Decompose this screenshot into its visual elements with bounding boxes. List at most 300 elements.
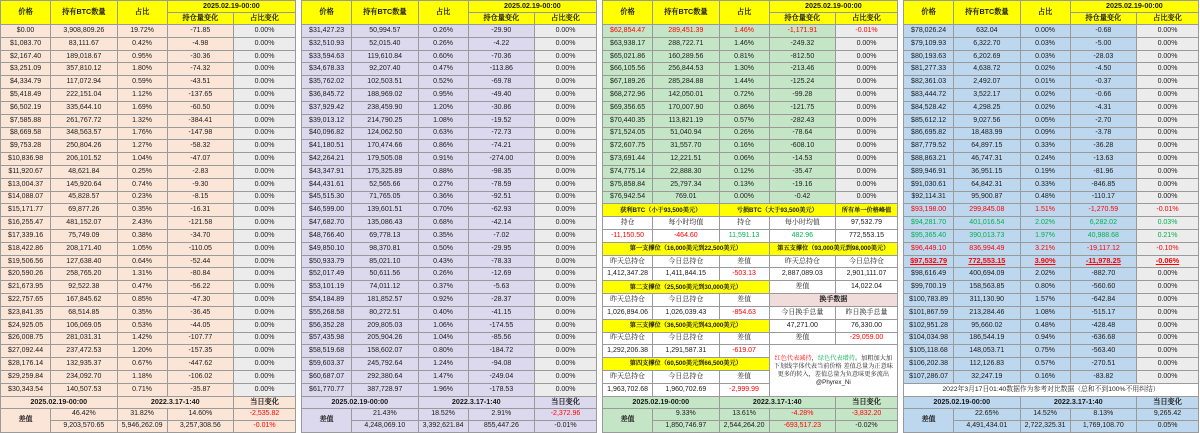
cell[interactable]: 每小时均值 [653, 217, 719, 230]
cell[interactable]: 0.00% [234, 383, 296, 396]
cell[interactable]: -69.78 [468, 76, 534, 89]
cell[interactable]: -78.59 [468, 178, 534, 191]
cell[interactable]: 12,221.51 [653, 153, 719, 166]
cell[interactable]: 9,027.56 [954, 114, 1020, 127]
cell[interactable]: $50,933.79 [302, 255, 352, 268]
cell[interactable]: 0.00% [1137, 127, 1199, 140]
cell[interactable]: 亏损BTC（大于93,500美元） [719, 204, 836, 217]
cell[interactable]: -270.51 [1070, 358, 1136, 371]
footer-value[interactable]: 2,544,264.20 [719, 421, 769, 433]
cell[interactable]: 214,790.25 [352, 114, 418, 127]
cell[interactable]: 0.00% [234, 204, 296, 217]
cell[interactable]: -125.24 [769, 76, 835, 89]
cell[interactable]: $9,753.28 [1, 140, 51, 153]
cell[interactable]: 0.63% [418, 127, 468, 140]
cell[interactable]: $99,700.19 [904, 281, 954, 294]
cell[interactable]: -503.13 [719, 268, 769, 281]
cell[interactable]: 222,151.04 [51, 89, 117, 102]
footer-value[interactable]: 9.33% [653, 409, 719, 421]
cell[interactable]: 0.53% [117, 319, 167, 332]
cell[interactable]: 102,503.51 [352, 76, 418, 89]
cell[interactable]: 0.00% [1137, 319, 1199, 332]
cell[interactable]: 0.00% [234, 217, 296, 230]
cell[interactable]: 0.00% [535, 319, 597, 332]
cell[interactable]: -249.32 [769, 37, 835, 50]
cell[interactable]: 1.24% [418, 358, 468, 371]
cell[interactable]: -3.78 [1070, 127, 1136, 140]
cell[interactable]: $16,255.47 [1, 217, 51, 230]
cell[interactable]: 1.20% [418, 101, 468, 114]
cell[interactable]: 0.00% [234, 50, 296, 63]
cell[interactable]: 0.00% [1137, 114, 1199, 127]
cell[interactable]: 第二支撑位（25,500美元到30,000美元） [603, 281, 770, 294]
cell[interactable]: -8.15 [167, 191, 233, 204]
cell[interactable]: 140,507.53 [51, 383, 117, 396]
cell[interactable]: 0.00% [234, 191, 296, 204]
cell[interactable]: 0.00% [234, 230, 296, 243]
cell[interactable]: $60,687.07 [302, 370, 352, 383]
cell[interactable]: -29,059.00 [836, 332, 898, 345]
cell[interactable]: $43,347.91 [302, 165, 352, 178]
diff-label[interactable]: 差值 [302, 409, 352, 433]
cell[interactable]: 3,522.17 [954, 89, 1020, 102]
cell[interactable]: $28,176.14 [1, 358, 51, 371]
footer-value[interactable]: -0.01% [535, 421, 597, 433]
cell[interactable]: -2.83 [167, 165, 233, 178]
cell[interactable]: 1,291,587.31 [653, 345, 719, 358]
cell[interactable]: $96,449.10 [904, 242, 954, 255]
cell[interactable]: 昨天总持仓 [603, 294, 653, 307]
cell[interactable]: 0.00% [234, 37, 296, 50]
cell[interactable]: -49.40 [468, 89, 534, 102]
cell[interactable]: 401,016.54 [954, 217, 1020, 230]
cell[interactable]: 0.71% [117, 383, 167, 396]
column-header[interactable]: 持有BTC数量 [954, 1, 1020, 25]
cell[interactable]: 32,247.19 [954, 370, 1020, 383]
cell[interactable]: 2.02% [1020, 217, 1070, 230]
footer-value[interactable]: 9,265.42 [1137, 409, 1199, 421]
footer-value[interactable]: 3,392,621.84 [418, 421, 468, 433]
cell[interactable]: 98,370.81 [352, 242, 418, 255]
cell[interactable]: 0.81% [719, 50, 769, 63]
cell[interactable]: 1.18% [117, 370, 167, 383]
cell[interactable]: 1.08% [418, 114, 468, 127]
cell[interactable]: -9.30 [167, 178, 233, 191]
cell[interactable]: 0.00% [1137, 76, 1199, 89]
reference-note[interactable]: 2022年3月17日01:40数据作为参考对比数据（总和不到100%不用纠结） [904, 383, 1199, 396]
cell[interactable]: 145,920.64 [51, 178, 117, 191]
date-header[interactable]: 2025.02.19-00:00 [769, 1, 897, 13]
column-header[interactable]: 价格 [904, 1, 954, 25]
cell[interactable]: 0.35% [117, 306, 167, 319]
cell[interactable]: $48,766.40 [302, 230, 352, 243]
cell[interactable]: 45,828.57 [51, 191, 117, 204]
cell[interactable]: $58,519.68 [302, 345, 352, 358]
column-header[interactable]: 占比变化 [234, 13, 296, 25]
cell[interactable]: 1,292,206.38 [603, 345, 653, 358]
cell[interactable]: -0.06% [1137, 255, 1199, 268]
cell[interactable]: 0.00% [1137, 281, 1199, 294]
cell[interactable]: 170,007.90 [653, 101, 719, 114]
cell[interactable]: 160,289.56 [653, 50, 719, 63]
cell[interactable]: -60.50 [167, 101, 233, 114]
footer-value[interactable]: -693,517.23 [769, 421, 835, 433]
cell[interactable]: $91,030.61 [904, 178, 954, 191]
cell[interactable]: $82,361.03 [904, 76, 954, 89]
cell[interactable]: $70,440.35 [603, 114, 653, 127]
cell[interactable]: -56.22 [167, 281, 233, 294]
cell[interactable]: $84,528.42 [904, 101, 954, 114]
cell[interactable]: 311,130.90 [954, 294, 1020, 307]
cell[interactable]: $3,251.09 [1, 63, 51, 76]
cell[interactable]: 95,660.02 [954, 319, 1020, 332]
cell[interactable]: 昨日换手总量 [836, 306, 898, 319]
cell[interactable]: 第三支撑位（36,500美元到43,000美元） [603, 319, 770, 332]
footer-value[interactable]: 31.82% [117, 409, 167, 421]
cell[interactable]: $5,418.49 [1, 89, 51, 102]
cell[interactable]: 18,483.99 [954, 127, 1020, 140]
cell[interactable]: $31,427.23 [302, 25, 352, 38]
footer-value[interactable]: -4.28% [769, 409, 835, 421]
cell[interactable]: -52.44 [167, 255, 233, 268]
cell[interactable]: $59,603.37 [302, 358, 352, 371]
cell[interactable]: $34,678.33 [302, 63, 352, 76]
cell[interactable]: 0.38% [117, 230, 167, 243]
cell[interactable]: 292,380.64 [352, 370, 418, 383]
cell[interactable]: 0.00% [234, 242, 296, 255]
footer-value[interactable]: 9,203,570.65 [51, 421, 117, 433]
cell[interactable]: -35.47 [769, 165, 835, 178]
footer-value[interactable]: -2,535.82 [234, 409, 296, 421]
cell[interactable]: 0.92% [418, 294, 468, 307]
column-header[interactable]: 价格 [603, 1, 653, 25]
cell[interactable]: 256,844.53 [653, 63, 719, 76]
cell[interactable]: 400,694.09 [954, 268, 1020, 281]
cell[interactable]: 2,887,089.03 [769, 268, 835, 281]
cell[interactable]: -0.10% [1137, 242, 1199, 255]
cell[interactable]: 0.00% [234, 255, 296, 268]
footer-value[interactable]: 21.43% [352, 409, 418, 421]
cell[interactable]: 0.00% [836, 50, 898, 63]
cell[interactable]: $68,272.96 [603, 89, 653, 102]
cell[interactable]: 昨天总持仓 [603, 255, 653, 268]
cell[interactable]: 0.95% [418, 89, 468, 102]
cell[interactable]: 0.05% [1020, 114, 1070, 127]
cell[interactable]: 52,015.40 [352, 37, 418, 50]
cell[interactable]: 0.00% [836, 191, 898, 204]
cell[interactable]: 0.00% [1137, 25, 1199, 38]
cell[interactable]: 1.04% [117, 153, 167, 166]
cell[interactable]: 0.00% [1137, 63, 1199, 76]
cell[interactable]: $37,929.42 [302, 101, 352, 114]
cell[interactable]: 112,126.83 [954, 358, 1020, 371]
cell[interactable]: 0.60% [418, 50, 468, 63]
cell[interactable]: 158,602.07 [352, 345, 418, 358]
cell[interactable]: 142,050.01 [653, 89, 719, 102]
cell[interactable]: 第四支撑位（60,500美元到66,500美元） [603, 358, 770, 371]
cell[interactable]: 50,611.56 [352, 268, 418, 281]
cell[interactable]: $53,101.19 [302, 281, 352, 294]
cell[interactable]: 今日总持仓 [836, 255, 898, 268]
cell[interactable]: 0.35% [418, 230, 468, 243]
footer-value[interactable]: -2,372.96 [535, 409, 597, 421]
cell[interactable]: -0.66 [1070, 89, 1136, 102]
cell[interactable]: 0.00% [234, 25, 296, 38]
cell[interactable]: -563.40 [1070, 345, 1136, 358]
cell[interactable]: 0.00% [234, 332, 296, 345]
footer-value[interactable]: 46.42% [51, 409, 117, 421]
cell[interactable]: 0.00% [836, 178, 898, 191]
cell[interactable]: 1.06% [418, 319, 468, 332]
cell[interactable]: 0.00% [535, 191, 597, 204]
cell[interactable]: 139,601.51 [352, 204, 418, 217]
footer-value[interactable]: -0.02% [836, 421, 898, 433]
cell[interactable]: $76,942.54 [603, 191, 653, 204]
cell[interactable]: 289,451.39 [653, 25, 719, 38]
cell[interactable]: 348,563.57 [51, 127, 117, 140]
cell[interactable]: -11,978.25 [1070, 255, 1136, 268]
cell[interactable]: $52,017.49 [302, 268, 352, 281]
cell[interactable]: -515.17 [1070, 306, 1136, 319]
cell[interactable]: 2,492.07 [954, 76, 1020, 89]
cell[interactable]: -249.04 [468, 370, 534, 383]
cell[interactable]: 持仓 [603, 217, 653, 230]
cell[interactable]: 0.00% [535, 358, 597, 371]
cell[interactable]: 2.43% [117, 217, 167, 230]
cell[interactable]: 0.26% [418, 268, 468, 281]
cell[interactable]: 0.00% [535, 294, 597, 307]
footer-day-change[interactable]: 当日变化 [234, 397, 296, 409]
cell[interactable]: 85,021.10 [352, 255, 418, 268]
cell[interactable]: 632.04 [954, 25, 1020, 38]
footer-day-change[interactable]: 当日变化 [1137, 397, 1199, 409]
cell[interactable]: $2,167.40 [1, 50, 51, 63]
column-header[interactable]: 持有BTC数量 [352, 1, 418, 25]
cell[interactable]: 0.00% [535, 268, 597, 281]
cell[interactable]: $32,510.93 [302, 37, 352, 50]
footer-value[interactable]: 13.61% [719, 409, 769, 421]
cell[interactable]: -464.60 [653, 230, 719, 243]
cell[interactable]: 差值 [719, 294, 769, 307]
cell[interactable]: 299,845.08 [954, 204, 1020, 217]
cell[interactable]: 0.57% [1020, 358, 1070, 371]
cell[interactable]: -882.70 [1070, 268, 1136, 281]
cell[interactable]: 0.72% [719, 89, 769, 102]
cell[interactable]: $21,673.95 [1, 281, 51, 294]
footer-date-2025[interactable]: 2025.02.19-00:00 [1, 397, 118, 409]
cell[interactable]: -854.63 [719, 306, 769, 319]
cell[interactable]: 0.00% [535, 50, 597, 63]
cell[interactable]: 换手数据 [769, 294, 897, 307]
cell[interactable]: 205,904.26 [352, 332, 418, 345]
cell[interactable]: 124,062.50 [352, 127, 418, 140]
cell[interactable]: 0.64% [117, 255, 167, 268]
cell[interactable]: 80,272.51 [352, 306, 418, 319]
cell[interactable]: 481,152.07 [51, 217, 117, 230]
cell[interactable]: 0.00% [535, 127, 597, 140]
cell[interactable]: -110.05 [167, 242, 233, 255]
cell[interactable]: -184.72 [468, 345, 534, 358]
cell[interactable]: 今日换手总量 [769, 306, 835, 319]
cell[interactable]: 1.51% [1020, 204, 1070, 217]
cell[interactable]: $36,845.72 [302, 89, 352, 102]
cell[interactable]: 0.33% [1020, 178, 1070, 191]
cell[interactable]: 237,472.53 [51, 345, 117, 358]
cell[interactable]: -4.50 [1070, 63, 1136, 76]
cell[interactable]: $23,841.35 [1, 306, 51, 319]
cell[interactable]: $56,352.28 [302, 319, 352, 332]
cell[interactable]: 0.00% [836, 63, 898, 76]
cell[interactable]: 1,963,702.68 [603, 383, 653, 396]
cell[interactable]: -43.51 [167, 76, 233, 89]
cell[interactable]: 25,797.34 [653, 178, 719, 191]
diff-label[interactable]: 差值 [904, 409, 954, 433]
cell[interactable]: 0.00% [1137, 306, 1199, 319]
cell[interactable]: 0.43% [418, 255, 468, 268]
cell[interactable]: -19.16 [769, 178, 835, 191]
cell[interactable]: $79,109.93 [904, 37, 954, 50]
cell[interactable]: $83,444.72 [904, 89, 954, 102]
cell[interactable]: $54,184.89 [302, 294, 352, 307]
cell[interactable]: -47.07 [167, 153, 233, 166]
cell[interactable]: 22,888.30 [653, 165, 719, 178]
cell[interactable]: 0.27% [418, 178, 468, 191]
cell[interactable]: -30.86 [468, 101, 534, 114]
cell[interactable]: $75,858.84 [603, 178, 653, 191]
cell[interactable]: 0.03% [1137, 217, 1199, 230]
cell[interactable]: $20,590.26 [1, 268, 51, 281]
footer-value[interactable]: 5,946,262.09 [117, 421, 167, 433]
cell[interactable]: 335,644.10 [51, 101, 117, 114]
cell[interactable]: $24,925.05 [1, 319, 51, 332]
cell[interactable]: -85.56 [468, 332, 534, 345]
cell[interactable]: -2,999.99 [719, 383, 769, 396]
cell[interactable]: -36.28 [1070, 140, 1136, 153]
cell[interactable]: 250,804.26 [51, 140, 117, 153]
cell[interactable]: 76,330.00 [836, 319, 898, 332]
cell[interactable]: 127,638.40 [51, 255, 117, 268]
cell[interactable]: 0.00% [234, 101, 296, 114]
cell[interactable]: 1.20% [117, 345, 167, 358]
cell[interactable]: 1,412,347.28 [603, 268, 653, 281]
cell[interactable]: -121.58 [167, 217, 233, 230]
cell[interactable]: 69,877.26 [51, 204, 117, 217]
cell[interactable]: 0.00% [234, 89, 296, 102]
cell[interactable]: 0.00% [1137, 37, 1199, 50]
cell[interactable]: $11,920.67 [1, 165, 51, 178]
cell[interactable]: 1,026,894.06 [603, 306, 653, 319]
cell[interactable]: 1.69% [117, 101, 167, 114]
cell[interactable]: -137.65 [167, 89, 233, 102]
cell[interactable]: 0.00% [234, 140, 296, 153]
cell[interactable]: 差值 [719, 370, 769, 383]
cell[interactable]: -4.98 [167, 37, 233, 50]
cell[interactable]: -94.08 [468, 358, 534, 371]
cell[interactable]: 281,031.31 [51, 332, 117, 345]
cell[interactable]: 167,845.62 [51, 294, 117, 307]
cell[interactable]: 64,842.31 [954, 178, 1020, 191]
footer-value[interactable]: -3,832.20 [836, 409, 898, 421]
cell[interactable]: $17,339.16 [1, 230, 51, 243]
cell[interactable]: 245,792.64 [352, 358, 418, 371]
cell[interactable]: 0.80% [418, 345, 468, 358]
cell[interactable]: 1.42% [117, 332, 167, 345]
cell[interactable]: 0.59% [117, 76, 167, 89]
cell[interactable]: 74,011.12 [352, 281, 418, 294]
cell[interactable]: -62.93 [468, 204, 534, 217]
cell[interactable]: $94,281.70 [904, 217, 954, 230]
cell[interactable]: -28.03 [1070, 50, 1136, 63]
cell[interactable]: $33,594.63 [302, 50, 352, 63]
cell[interactable]: $0.00 [1, 25, 51, 38]
cell[interactable]: $69,356.65 [603, 101, 653, 114]
cell[interactable]: 1.12% [117, 89, 167, 102]
column-header[interactable]: 占比变化 [836, 13, 898, 25]
cell[interactable]: 1.46% [719, 37, 769, 50]
cell[interactable]: 1.80% [117, 63, 167, 76]
cell[interactable]: 772,553.15 [954, 255, 1020, 268]
cell[interactable]: 285,284.88 [653, 76, 719, 89]
cell[interactable]: -4.31 [1070, 101, 1136, 114]
cell[interactable]: 0.00% [234, 370, 296, 383]
cell[interactable]: -28.37 [468, 294, 534, 307]
cell[interactable]: 36,951.15 [954, 165, 1020, 178]
cell[interactable]: $104,034.98 [904, 332, 954, 345]
column-header[interactable]: 占比 [117, 1, 167, 25]
cell[interactable]: 0.00% [535, 165, 597, 178]
cell[interactable]: 0.00% [535, 332, 597, 345]
cell[interactable]: -5.63 [468, 281, 534, 294]
cell[interactable]: 0.00% [1137, 140, 1199, 153]
cell[interactable]: 0.26% [719, 127, 769, 140]
cell[interactable]: -71.85 [167, 25, 233, 38]
cell[interactable]: 0.48% [1020, 319, 1070, 332]
cell[interactable]: 0.00% [234, 178, 296, 191]
cell[interactable]: -83.82 [1070, 370, 1136, 383]
cell[interactable]: 1.97% [1020, 230, 1070, 243]
footer-value[interactable]: 4,248,069.10 [352, 421, 418, 433]
cell[interactable]: $15,171.77 [1, 204, 51, 217]
cell[interactable]: $105,118.68 [904, 345, 954, 358]
cell[interactable]: 261,767.72 [51, 114, 117, 127]
cell[interactable]: 0.00% [535, 153, 597, 166]
cell[interactable]: 47,271.00 [769, 319, 835, 332]
cell[interactable]: 64,897.15 [954, 140, 1020, 153]
cell[interactable]: $63,938.17 [603, 37, 653, 50]
cell[interactable]: $67,189.26 [603, 76, 653, 89]
cell[interactable]: 0.00% [1020, 25, 1070, 38]
diff-label[interactable]: 差值 [603, 409, 653, 433]
cell[interactable]: 0.52% [418, 76, 468, 89]
cell[interactable]: 48,621.84 [51, 165, 117, 178]
cell[interactable]: -74.32 [167, 63, 233, 76]
cell[interactable]: 0.00% [1137, 358, 1199, 371]
cell[interactable]: $6,502.19 [1, 101, 51, 114]
cell[interactable]: 0.00% [234, 358, 296, 371]
cell[interactable]: 113,821.19 [653, 114, 719, 127]
cell[interactable]: 0.42% [117, 37, 167, 50]
cell[interactable]: -384.41 [167, 114, 233, 127]
cell[interactable]: -30.36 [167, 50, 233, 63]
footer-date-2025[interactable]: 2025.02.19-00:00 [603, 397, 720, 409]
cell[interactable]: $18,422.86 [1, 242, 51, 255]
cell[interactable]: -274.00 [468, 153, 534, 166]
cell[interactable]: 769.01 [653, 191, 719, 204]
cell[interactable]: 482.96 [769, 230, 835, 243]
cell[interactable]: 69,778.13 [352, 230, 418, 243]
cell[interactable]: -147.98 [167, 127, 233, 140]
cell[interactable]: -99.28 [769, 89, 835, 102]
